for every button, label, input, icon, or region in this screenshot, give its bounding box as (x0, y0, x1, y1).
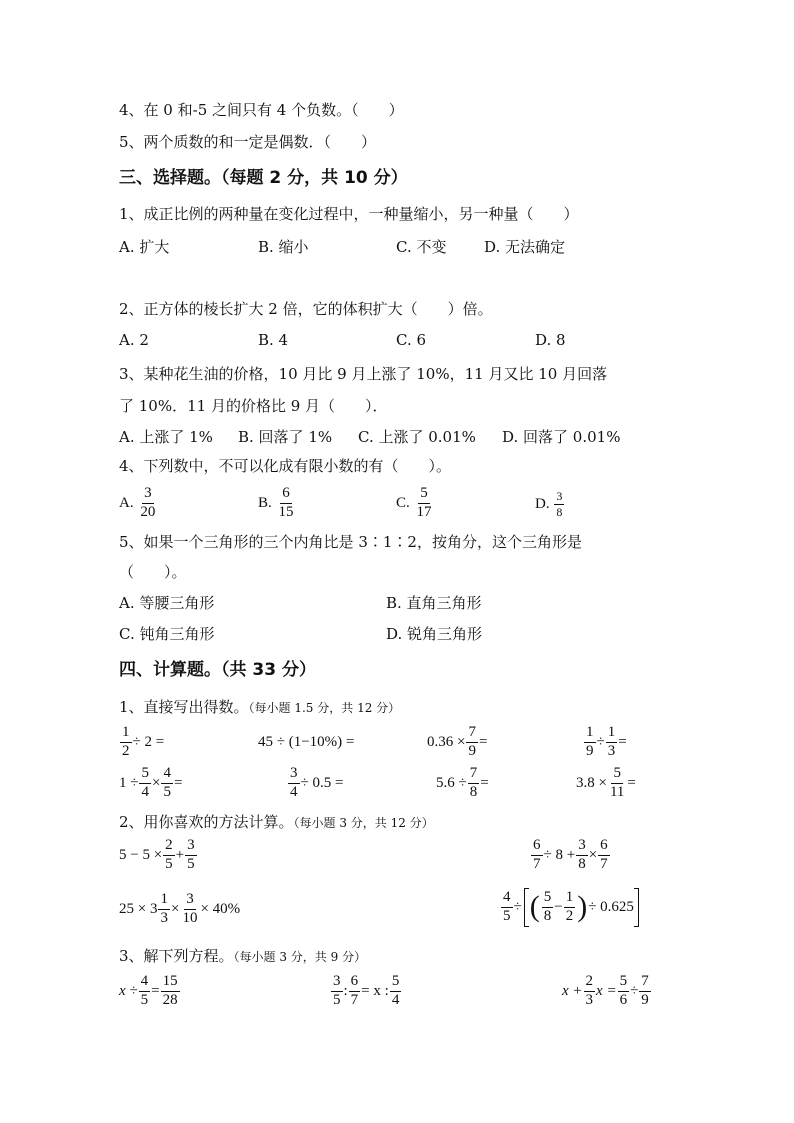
calc-expr-1 (119, 838, 198, 873)
fraction: 5 8 (543, 889, 552, 924)
expr-text: ÷ 0.5 = (300, 774, 344, 791)
oral-calc-2 (258, 735, 354, 750)
operator: ÷ (596, 733, 605, 750)
fraction: $\frac{15}{28}$ (162, 973, 178, 1008)
expr-text: 3.8 × (576, 774, 607, 791)
mc-q5-option-a: A. 等腰三角形 (119, 594, 215, 612)
fraction: $\frac{5}{11}$ (609, 765, 625, 800)
section-4-title: 四、计算题。（共 33 分） (119, 660, 316, 680)
fraction: $\frac{2}{5}$ (165, 837, 173, 872)
expr-text: 5.6 ÷ (436, 774, 467, 791)
operator: − (554, 898, 563, 915)
operator: : (343, 982, 348, 999)
part-note: （每小题 1.5 分，共 12 分） (248, 701, 401, 715)
part-label: 2、用你喜欢的方法计算。 (119, 813, 294, 831)
mc-q3-option-c: C. 上涨了 0.01% (358, 428, 476, 446)
equals-sign: = (480, 774, 489, 791)
mc-q5-option-d: D. 锐角三角形 (386, 625, 483, 643)
fraction: $\frac{6}{7}$ (533, 837, 541, 872)
part-label: 1、直接写出得数。 (119, 698, 249, 716)
mc-q2-option-c: C. 6 (396, 331, 427, 349)
mc-q4-option-b (258, 486, 297, 521)
calc-expr-4 (500, 888, 641, 927)
calc-expr-2 (530, 838, 611, 873)
operator: × (170, 900, 180, 917)
mc-q3-option-a: A. 上涨了 1% (119, 428, 213, 446)
expr-text: 45 ÷ (1−10%) = (258, 734, 355, 750)
oral-calc-5 (119, 766, 182, 801)
expr-text: x ÷ (119, 982, 138, 999)
operator: ÷ (513, 898, 522, 915)
mc-q5-option-b: B. 直角三角形 (386, 594, 482, 612)
operator: ÷ (630, 982, 639, 999)
left-paren: ( (529, 890, 540, 924)
fraction: $\frac{4}{5}$ (140, 973, 149, 1008)
calc-part2-heading (119, 815, 434, 830)
tf-question-5: 5、两个质数的和一定是偶数．（ ） (119, 133, 377, 151)
fraction: $\frac{1}{2}$ (122, 724, 130, 759)
equation-1 (119, 974, 181, 1009)
oral-calc-4 (583, 725, 627, 760)
expr-text: 1 ÷ (119, 774, 139, 791)
mc-q4-stem: 4、下列数中，不可以化成有限小数的有（ ）。 (119, 457, 452, 475)
fraction: $\frac{1}{2}$ (565, 889, 574, 924)
fraction: 5 4 (391, 973, 400, 1008)
mc-q3-stem-line2: 了 10%．11 月的价格比 9 月（ ）． (119, 397, 388, 415)
mc-q4-option-d (535, 490, 565, 518)
option-label: A. (119, 494, 134, 511)
fraction: $\frac{1}{3}$ (160, 891, 168, 926)
fraction: $\frac{7}{9}$ (468, 724, 476, 759)
equals-sign: = (618, 733, 627, 750)
fraction: 6 15 (278, 485, 294, 520)
fraction: $\frac{1}{9}$ (586, 724, 594, 759)
equals-sign: = (478, 733, 488, 750)
fraction: $\frac{3}{10}$ (182, 891, 198, 926)
operator: × (588, 846, 598, 863)
expr-text: x = (596, 982, 617, 999)
mc-q3-option-d: D. 回落了 0.01% (502, 428, 621, 446)
mc-q5-stem-line2: （ ）。 (119, 563, 187, 581)
option-label: D. (535, 495, 550, 512)
mc-q1-option-a: A. 扩大 (119, 238, 170, 256)
expr-text: x + (562, 982, 583, 999)
mc-q2-option-d: D. 8 (535, 331, 566, 349)
operator: + (175, 846, 185, 863)
fraction: $\frac{4}{5}$ (503, 889, 511, 924)
oral-calc-8 (576, 766, 636, 801)
square-bracket (524, 888, 639, 927)
fraction: $\frac{4}{5}$ (163, 765, 171, 800)
operator: × (151, 774, 161, 791)
equation-2 (330, 974, 402, 1009)
section-3-title: 三、选择题。（每题 2 分，共 10 分） (119, 168, 408, 188)
fraction: 3 8 (556, 489, 563, 519)
oral-calc-1 (119, 725, 164, 760)
fraction: $\frac{3}{5}$ (187, 837, 195, 872)
fraction: 3 5 (333, 973, 341, 1008)
part-note: （每小题 3 分，共 9 分） (233, 950, 367, 964)
equation-3 (562, 974, 652, 1009)
mc-q3-option-b: B. 回落了 1% (238, 428, 333, 446)
mc-q2-stem: 2、正方体的棱长扩大 2 倍，它的体积扩大（ ）倍。 (119, 300, 493, 318)
mc-q4-option-a (119, 486, 158, 521)
fraction: $\frac{6}{7}$ (350, 973, 359, 1008)
equals-sign: = (151, 982, 160, 999)
oral-calc-3 (427, 725, 487, 760)
equals-sign: = (173, 774, 183, 791)
calc-expr-3 (119, 892, 240, 927)
oral-calc-6 (287, 766, 343, 801)
fraction: $\frac{6}{7}$ (600, 837, 608, 872)
calc-part3-heading (119, 949, 366, 964)
fraction: $\frac{3}{8}$ (578, 837, 586, 872)
expr-text: ÷ 8 + (543, 846, 576, 863)
mc-q2-option-b: B. 4 (258, 331, 289, 349)
fraction: $\frac{7}{8}$ (469, 765, 478, 800)
mc-q1-option-c: C. 不变 (396, 238, 447, 256)
mc-q2-option-a: A. 2 (119, 331, 149, 349)
mc-q5-stem-line1: 5、如果一个三角形的三个内角比是 3∶1∶2，按角分，这个三角形是 (119, 533, 582, 551)
part-label: 3、解下列方程。 (119, 947, 234, 965)
mc-q5-option-c: C. 钝角三角形 (119, 625, 215, 643)
option-label: C. (396, 494, 410, 511)
fraction: 5 17 (416, 485, 432, 520)
fraction: 3 20 (140, 485, 156, 520)
mc-q1-option-b: B. 缩小 (258, 238, 309, 256)
equals-sign: = (627, 774, 636, 791)
mc-q3-stem-line1: 3、某种花生油的价格，10 月比 9 月上涨了 10%，11 月又比 10 月回落 (119, 365, 608, 383)
expr-text: × 40% (200, 900, 241, 917)
tf-question-4: 4、在 0 和-5 之间只有 4 个负数。（ ） (119, 101, 404, 119)
expr-text: 0.36 × (427, 733, 466, 750)
expr-text: = x : (361, 982, 389, 999)
fraction: $\frac{2}{3}$ (585, 973, 594, 1008)
expr-text: ÷ 0.625 (588, 898, 634, 915)
fraction: $\frac{5}{4}$ (141, 765, 149, 800)
fraction: $\frac{1}{3}$ (607, 724, 616, 759)
expr-text: 5 − 5 × (119, 846, 163, 863)
fraction: $\frac{5}{6}$ (619, 973, 628, 1008)
right-paren: ) (577, 890, 588, 924)
fraction: $\frac{7}{9}$ (641, 973, 649, 1008)
expr-text: 25 × 3 (119, 900, 158, 917)
option-label: B. (258, 494, 272, 511)
calc-part1-heading (119, 700, 400, 715)
mc-q1-stem: 1、成正比例的两种量在变化过程中，一种量缩小，另一种量（ ） (119, 205, 579, 223)
mc-q4-option-c (396, 486, 435, 521)
mc-q1-option-d: D. 无法确定 (484, 238, 566, 256)
part-note: （每小题 3 分，共 12 分） (293, 816, 434, 830)
oral-calc-7 (436, 766, 489, 801)
expr-text: ÷ 2 = (132, 733, 165, 750)
fraction: $\frac{3}{4}$ (290, 765, 298, 800)
